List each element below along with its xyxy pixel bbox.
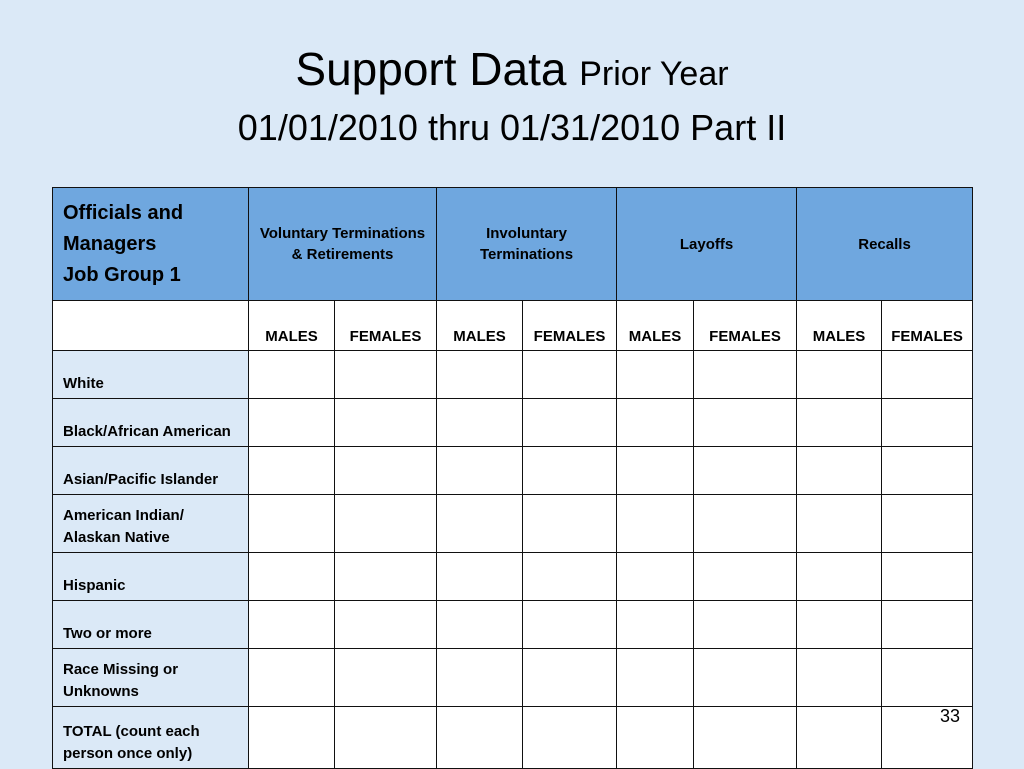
data-cell[interactable] (249, 495, 335, 553)
row-label-hispanic (53, 553, 249, 601)
data-cell[interactable] (335, 553, 437, 601)
data-cell[interactable] (523, 649, 617, 707)
header-involuntary-terminations (437, 188, 617, 301)
header-row (53, 188, 973, 301)
data-cell[interactable] (523, 399, 617, 447)
data-cell[interactable] (694, 553, 797, 601)
data-cell[interactable] (694, 601, 797, 649)
data-cell[interactable] (617, 447, 694, 495)
title-suffix: Prior Year (579, 55, 729, 93)
row-label-line: Black/African American (63, 423, 231, 440)
job-group-title-line: Officials and (63, 202, 184, 224)
data-cell[interactable] (437, 399, 523, 447)
data-cell[interactable] (335, 447, 437, 495)
row-label-line: White (63, 375, 104, 392)
row-label-race-missing-or-unknowns (53, 649, 249, 707)
row-label-asian-pacific-islander (53, 447, 249, 495)
table-row (53, 351, 973, 399)
sub-header-males: MALES (437, 301, 523, 351)
job-group-title-line: Managers (63, 233, 157, 255)
data-cell[interactable] (882, 447, 973, 495)
row-label-total (53, 707, 249, 769)
data-cell[interactable] (523, 447, 617, 495)
data-cell[interactable] (797, 601, 882, 649)
data-cell[interactable] (797, 447, 882, 495)
data-cell[interactable] (882, 495, 973, 553)
row-label-white (53, 351, 249, 399)
header-voluntary-terminations (249, 188, 437, 301)
row-label-line: TOTAL (count each (63, 723, 200, 740)
data-cell[interactable] (882, 351, 973, 399)
data-cell[interactable] (617, 399, 694, 447)
header-recalls (797, 188, 973, 301)
data-cell[interactable] (523, 707, 617, 769)
data-cell[interactable] (694, 447, 797, 495)
data-cell[interactable] (249, 447, 335, 495)
data-cell[interactable] (437, 447, 523, 495)
data-cell[interactable] (523, 601, 617, 649)
data-cell[interactable] (797, 495, 882, 553)
job-group-title-line: Job Group 1 (63, 264, 181, 286)
job-group-title (53, 188, 249, 301)
data-cell[interactable] (694, 495, 797, 553)
data-cell[interactable] (882, 399, 973, 447)
gender-header-row (53, 301, 973, 351)
sub-header-females: FEMALES (882, 301, 973, 351)
sub-header-males: MALES (617, 301, 694, 351)
data-cell[interactable] (437, 601, 523, 649)
row-label-line: Unknowns (63, 683, 139, 700)
data-cell[interactable] (617, 351, 694, 399)
data-cell[interactable] (797, 351, 882, 399)
data-cell[interactable] (797, 553, 882, 601)
data-cell[interactable] (882, 601, 973, 649)
sub-header-females: FEMALES (335, 301, 437, 351)
data-cell[interactable] (694, 649, 797, 707)
data-cell[interactable] (797, 399, 882, 447)
sub-header-males: MALES (797, 301, 882, 351)
data-cell[interactable] (249, 351, 335, 399)
header-line: Involuntary (486, 225, 567, 242)
data-cell[interactable] (617, 553, 694, 601)
row-label-line: Alaskan Native (63, 529, 170, 546)
page-number: 33 (939, 706, 961, 726)
header-line: & Retirements (291, 246, 394, 263)
data-cell[interactable] (437, 553, 523, 601)
data-cell[interactable] (694, 351, 797, 399)
data-cell[interactable] (694, 707, 797, 769)
table-row (53, 399, 973, 447)
row-label-line: Two or more (63, 625, 152, 642)
row-label-two-or-more (53, 601, 249, 649)
data-cell[interactable] (523, 351, 617, 399)
table-row (53, 601, 973, 649)
row-label-line: American Indian/ (63, 507, 184, 524)
data-cell[interactable] (335, 495, 437, 553)
table-row (53, 649, 973, 707)
data-cell[interactable] (437, 649, 523, 707)
data-cell[interactable] (335, 707, 437, 769)
data-cell[interactable] (249, 601, 335, 649)
data-cell[interactable] (335, 649, 437, 707)
data-cell[interactable] (797, 649, 882, 707)
sub-header-females: FEMALES (523, 301, 617, 351)
data-cell[interactable] (335, 399, 437, 447)
data-cell[interactable] (617, 707, 694, 769)
title-line-1 (0, 40, 1024, 103)
header-line: Layoffs (679, 235, 734, 253)
row-label-american-indian-alaskan-native (53, 495, 249, 553)
data-cell[interactable] (437, 707, 523, 769)
header-line: Voluntary Terminations (259, 225, 426, 242)
empty-corner-cell (53, 301, 249, 351)
row-label-line: Asian/Pacific Islander (63, 471, 219, 488)
row-label-line: Hispanic (63, 577, 126, 594)
data-cell[interactable] (249, 399, 335, 447)
title-main: Support Data (295, 43, 567, 95)
row-label-line: person once only) (63, 745, 193, 762)
table-row (53, 553, 973, 601)
table-row (53, 495, 973, 553)
data-cell[interactable] (523, 553, 617, 601)
data-cell[interactable] (617, 649, 694, 707)
slide-title (0, 40, 1024, 153)
data-cell[interactable] (882, 553, 973, 601)
data-cell[interactable] (617, 495, 694, 553)
data-cell[interactable] (437, 351, 523, 399)
data-cell[interactable] (249, 707, 335, 769)
header-layoffs (617, 188, 797, 301)
data-cell[interactable] (523, 495, 617, 553)
header-line: Terminations (479, 246, 574, 263)
data-cell[interactable] (249, 649, 335, 707)
row-label-line: Race Missing or (63, 661, 179, 678)
data-cell[interactable] (694, 399, 797, 447)
title-subtitle: 01/01/2010 thru 01/31/2010 Part II (237, 107, 787, 148)
data-cell[interactable] (335, 351, 437, 399)
sub-header-males: MALES (249, 301, 335, 351)
data-cell[interactable] (335, 601, 437, 649)
support-data-table (52, 187, 973, 769)
header-line: Recalls (858, 235, 911, 253)
table-row (53, 447, 973, 495)
data-cell[interactable] (249, 553, 335, 601)
data-cell[interactable] (617, 601, 694, 649)
sub-header-females: FEMALES (694, 301, 797, 351)
data-cell[interactable] (437, 495, 523, 553)
row-label-black-african-american (53, 399, 249, 447)
data-cell[interactable] (882, 649, 973, 707)
data-cell[interactable] (797, 707, 882, 769)
table-row-total (53, 707, 973, 769)
